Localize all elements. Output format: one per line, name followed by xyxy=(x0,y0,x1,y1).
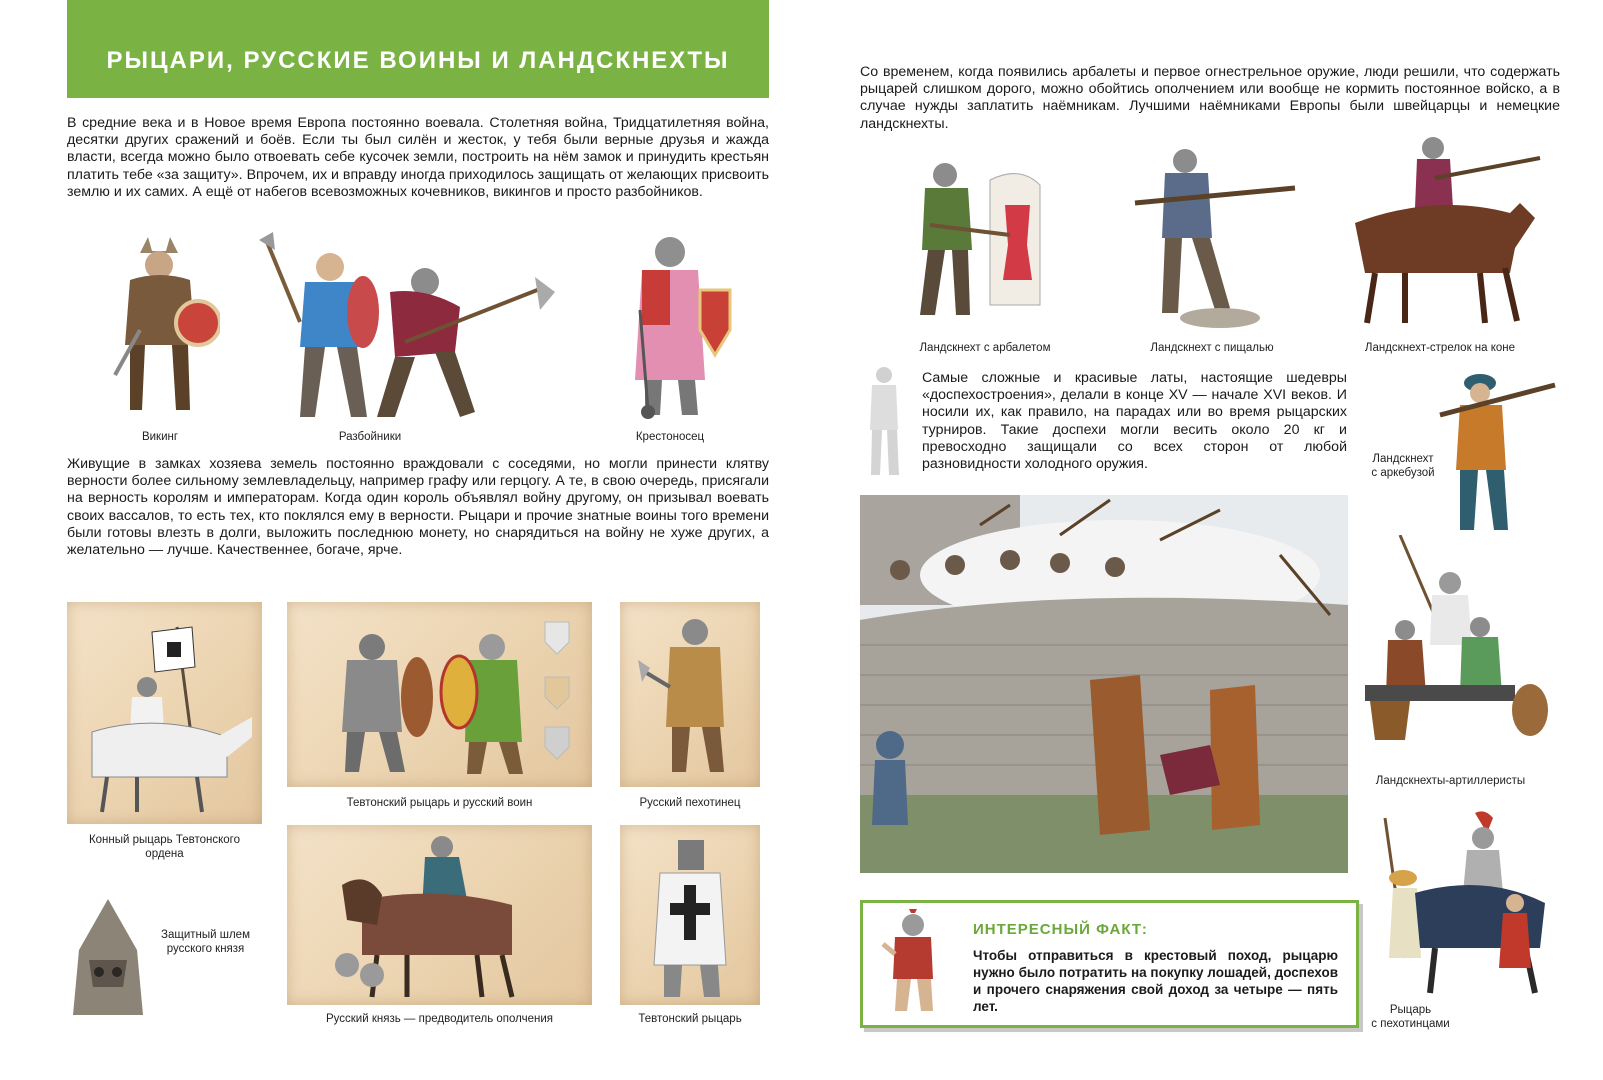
vassals-paragraph: Живущие в замках хозяева земель постоянно враждовали с соседями, но могли принести клятву верности более сильному землевладельцу, например графу или герцогу. А те, в свою очередь, присягали на верность королям и императорам. Когда один король объявлял войну другому, он призывал воевать своих вассалов, то есть тех, кто поклялся ему в верности. Рыцари и прочие знатные воины того времени были готовы влезть в долги, выложить последнюю монету, но снарядиться на войну не хуже других, а желательно — лучше. Качественнее, богаче, ярче. xyxy=(67,456,769,559)
caption-helmet-line-2: русского князя xyxy=(166,943,245,955)
caption-pishal: Ландскнехт с пищалью xyxy=(1150,342,1274,354)
caption-crossbow: Ландскнехт с арбалетом xyxy=(919,342,1051,354)
armor-silhouette-illustration xyxy=(862,365,907,480)
russian-prince-frame xyxy=(287,825,592,1005)
caption-mounted-knight xyxy=(67,833,262,861)
mounted-teutonic-knight-frame xyxy=(67,602,262,824)
caption-russian-footman: Русский пехотинец xyxy=(639,797,741,809)
armor-paragraph: Самые сложные и красивые латы, настоящие шедевры «доспехостроения», делали в конце XV — начале XVI веков. И носили их, как правило, на парадах или во время рыцарских турниров. Такие доспехи могли весить около 20 кг и превосходно защищали со всех сторон от любой разновидности холодного оружия. xyxy=(922,370,1347,473)
caption-teutonic-knight: Тевтонский рыцарь xyxy=(638,1013,742,1025)
russian-footman-frame xyxy=(620,602,760,787)
caption-knight-footmen-line-2: с пехотинцами xyxy=(1371,1018,1450,1030)
artillery-illustration xyxy=(1350,535,1550,750)
caption-viking: Викинг xyxy=(141,431,179,443)
centurion-illustration xyxy=(873,909,953,1019)
knight-with-footmen-illustration xyxy=(1375,808,1555,998)
caption-knight-footmen-line-1: Рыцарь xyxy=(1389,1004,1432,1016)
caption-arquebus xyxy=(1368,452,1438,480)
caption-helmet xyxy=(148,928,263,956)
caption-arquebus-line-1: Ландскнехт xyxy=(1372,453,1434,465)
pishal-illustration xyxy=(1120,143,1305,333)
caption-mounted-knight-line-2: ордена xyxy=(145,848,184,860)
caption-horse-shooter: Ландскнехт-стрелок на коне xyxy=(1364,342,1516,354)
title-banner xyxy=(67,0,769,98)
caption-knight-footmen xyxy=(1368,1003,1453,1031)
caption-russian-prince: Русский князь — предводитель ополчения xyxy=(325,1013,554,1025)
fact-text: Чтобы отправиться в крестовый поход, рыцарю нужно было потратить на покупку лошадей, доспехов и прочего снаряжения свой доход за четыре — пять лет. xyxy=(973,948,1338,1014)
siege-scene-illustration xyxy=(860,495,1348,873)
arquebus-illustration xyxy=(1420,365,1560,545)
intro-paragraph: В средние века и в Новое время Европа постоянно воевала. Столетняя война, Тридцатилетняя война, десятки других сражений и боёв. Если ты был силён и жесток, у тебя были верные друзья и жажда власти, всегда можно было отвоевать себе кусочек земли, построить на нём замок и принудить крестьян платить тебе «за защиту». Впрочем, их и вправду иногда приходилось защищать от желающих присвоить землю и их самих. А ещё от набегов всевозможных кочевников, викингов и просто разбойников. xyxy=(67,115,770,200)
interesting-fact-box xyxy=(860,900,1359,1028)
caption-crusader: Крестоносец xyxy=(635,431,705,443)
fact-title: ИНТЕРЕСНЫЙ ФАКТ: xyxy=(973,921,1148,938)
crossbow-illustration xyxy=(890,150,1075,335)
right-intro-paragraph: Со временем, когда появились арбалеты и первое огнестрельное оружие, люди решили, что содержать рыцарей слишком дорого, можно обойтись ополчением или вообще не кормить постоянное войско, а в случае нужды заплатить наёмникам. Лучшими наёмниками Европы были швейцарцы и немецкие ландскнехты. xyxy=(860,64,1560,132)
teutonic-knight-frame xyxy=(620,825,760,1005)
viking-illustration xyxy=(100,235,220,425)
caption-mounted-knight-line-1: Конный рыцарь Тевтонского xyxy=(88,834,241,846)
caption-arquebus-line-2: с аркебузой xyxy=(1371,467,1435,479)
caption-teuton-vs-russian: Тевтонский рыцарь и русский воин xyxy=(346,797,533,809)
prince-helmet-illustration xyxy=(67,895,149,1025)
caption-robbers: Разбойники xyxy=(338,431,402,443)
caption-artillery: Ландскнехты-артиллеристы xyxy=(1375,775,1526,787)
teuton-vs-russian-frame xyxy=(287,602,592,787)
caption-helmet-line-1: Защитный шлем xyxy=(161,929,250,941)
robbers-illustration xyxy=(255,232,565,427)
crusader-illustration xyxy=(600,230,740,425)
page-title: РЫЦАРИ, РУССКИЕ ВОИНЫ И ЛАНДСКНЕХТЫ xyxy=(106,47,730,74)
horse-shooter-illustration xyxy=(1335,133,1550,333)
